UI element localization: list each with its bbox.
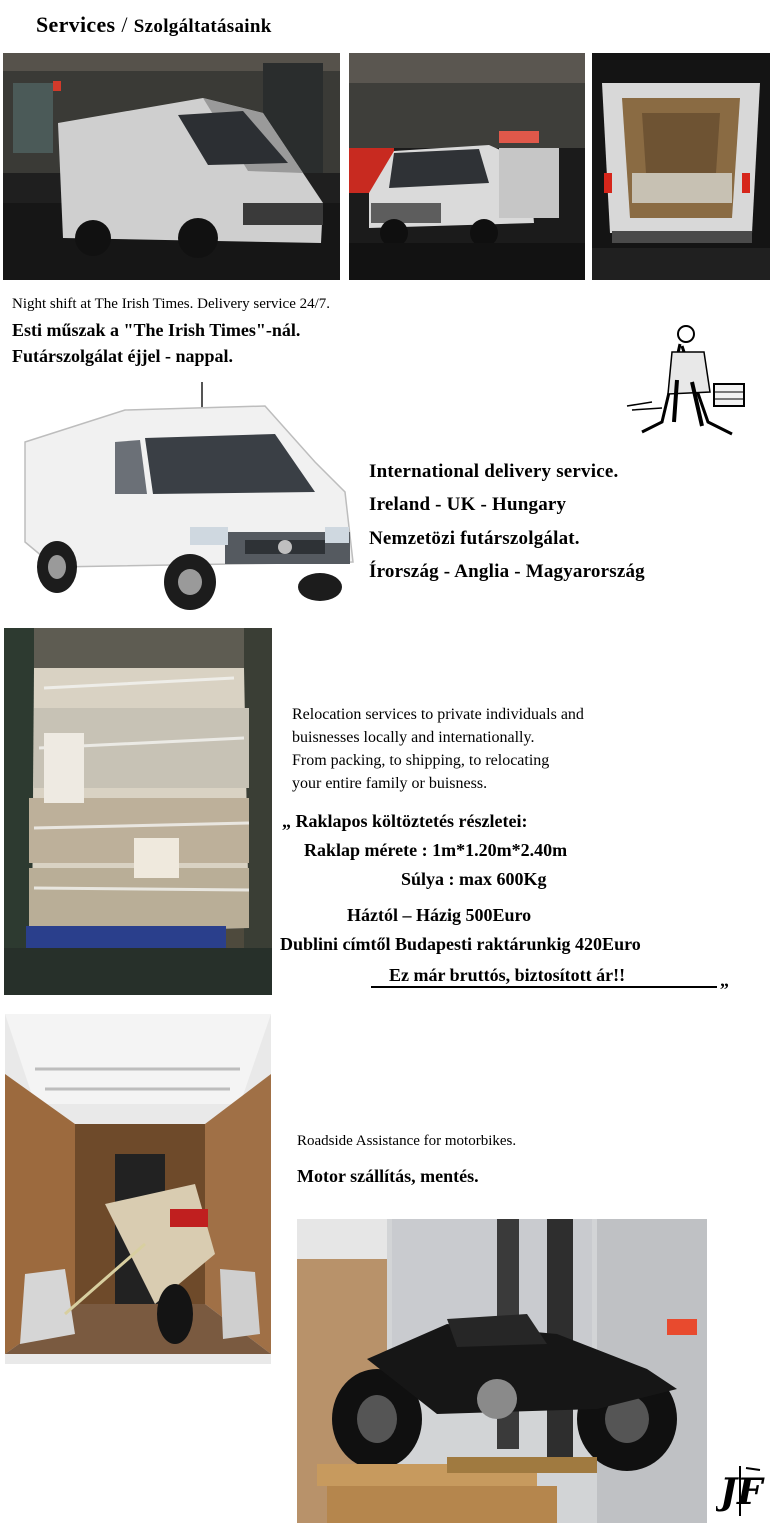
roadside-hu: Motor szállítás, mentés. xyxy=(297,1166,479,1186)
pallet-note xyxy=(371,965,717,988)
van-rear-cargo-photo xyxy=(592,53,770,280)
pallet-heading: „ Raklapos költöztetés részletei: xyxy=(282,811,528,831)
night-shift-hu-2: Futárszolgálat éjjel - nappal. xyxy=(12,346,233,366)
night-shift-hu-1: Esti műszak a "The Irish Times"-nál. xyxy=(12,320,301,340)
scooter-van-photo xyxy=(5,1014,271,1364)
international-line-1: International delivery service. xyxy=(369,461,619,482)
motorbike-photo xyxy=(297,1219,707,1523)
pallet-photo xyxy=(4,628,272,995)
night-van-photo-1 xyxy=(3,53,340,280)
mercedes-van-photo xyxy=(15,382,360,612)
signature-text: JF xyxy=(720,1471,763,1513)
night-shift-en: Night shift at The Irish Times. Delivery service 24/7. xyxy=(12,296,331,312)
relocation-line-3: From packing, to shipping, to relocating xyxy=(292,752,550,769)
relocation-line-4: your entire family or buisness. xyxy=(292,775,488,792)
title-hu: Szolgáltatásaink xyxy=(133,16,272,37)
relocation-line-1: Relocation services to private individuals and xyxy=(292,706,584,723)
pallet-close-quote: „ xyxy=(720,970,729,990)
courier-figure-icon xyxy=(622,322,754,442)
title-en: Services xyxy=(36,12,116,37)
night-van-photo-2 xyxy=(349,53,585,280)
pallet-door-to-door: Háztól – Házig 500Euro xyxy=(347,905,532,925)
title-separator: / xyxy=(121,12,128,37)
international-line-2: Ireland - UK - Hungary xyxy=(369,494,567,515)
pallet-dublin-budapest: Dublini címtől Budapesti raktárunkig 420Euro xyxy=(280,934,641,954)
page-title xyxy=(36,12,272,38)
signature-mark xyxy=(716,1458,766,1524)
pallet-size: Raklap mérete : 1m*1.20m*2.40m xyxy=(304,840,568,860)
international-line-4: Írország - Anglia - Magyarország xyxy=(369,561,645,582)
relocation-line-2: buisnesses locally and internationally. xyxy=(292,729,535,746)
pallet-weight: Súlya : max 600Kg xyxy=(401,869,547,889)
pallet-note-text: Ez már bruttós, biztosított ár!! xyxy=(389,965,626,985)
international-line-3: Nemzetözi futárszolgálat. xyxy=(369,528,580,549)
roadside-en: Roadside Assistance for motorbikes. xyxy=(297,1133,517,1149)
